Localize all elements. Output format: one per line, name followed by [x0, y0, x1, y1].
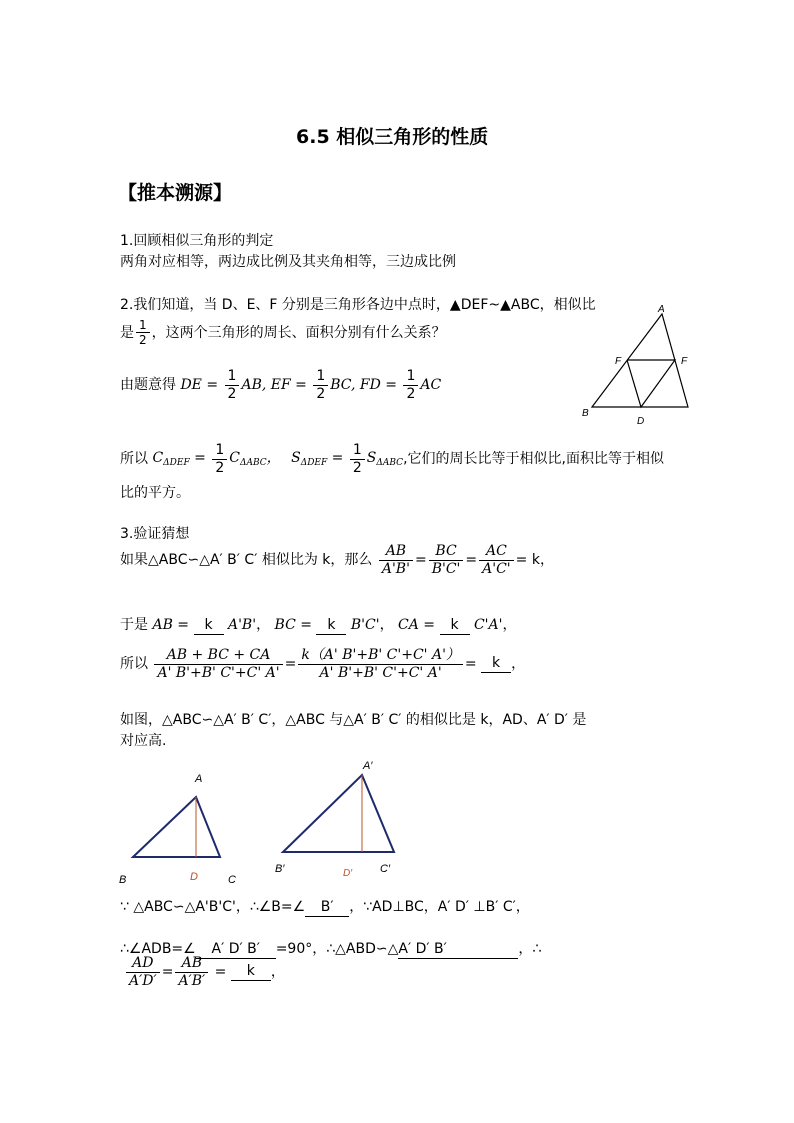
so-frac-2 — [350, 442, 365, 477]
s2-text-b-pre: 是 — [120, 324, 134, 341]
line2-prefix: 于是 — [120, 617, 148, 633]
frac-num: 1 — [136, 318, 150, 333]
perimeter-frac-2 — [298, 647, 463, 682]
ratio-frac-1 — [379, 543, 413, 578]
ratio-frac-2 — [429, 543, 464, 578]
frac-num: 1 — [225, 368, 240, 386]
frac-den: 2 — [215, 459, 225, 476]
frac-den: 2 — [139, 333, 147, 348]
fig2-label-ap: A′ — [363, 760, 373, 772]
fig2-label-cp: C′ — [380, 863, 391, 875]
perimeter-frac-1 — [154, 647, 282, 682]
frac-den: A' B'+B' C'+C' A' — [157, 664, 280, 681]
fig1-label-d: D — [637, 416, 645, 425]
frac-num: BC — [429, 543, 464, 561]
c-def: $C_{\Delta DEF}$ = — [152, 449, 206, 468]
blank-k-3[interactable]: k — [440, 617, 470, 635]
triangle-mid — [627, 360, 675, 407]
s3-line3: 所以 $\frac{AB + BC + CA}{A' B'+B' C'+C' A'}$ = $\frac{k(A' B'+B' C'+C' A')}{A' B'+B' C'+C' A'}$ = k ， — [120, 647, 526, 681]
height-frac-1 — [126, 955, 160, 990]
frac-den: A' B'+B' C'+C' A' — [319, 664, 442, 681]
s-abc-sub: ΔABC — [376, 457, 404, 468]
frac-den: A'B' — [381, 560, 410, 577]
frac-den: 2 — [352, 459, 362, 476]
fig1-label-f1: F — [615, 356, 622, 367]
s3-line1-pre: 如果△ABC∽△A′ B′ C′ 相似比为 k，那么 — [120, 551, 373, 568]
s-def: $S_{\Delta DEF}$ = — [291, 449, 344, 468]
s2-text-b — [120, 318, 446, 348]
s2-text-a: 2.我们知道，当 D、E、F 分别是三角形各边中点时，▲DEF~▲ABC，相似比 — [120, 297, 596, 313]
frac-den: A′B′ — [178, 972, 206, 989]
blank-angle-adb[interactable]: A′ D′ B′ — [196, 941, 276, 959]
given-3b: AC — [420, 376, 442, 393]
c-abc: $C_{\Delta ABC}$， — [229, 449, 281, 468]
c-def-sub: ΔDEF — [163, 457, 190, 468]
frac-num: 1 — [212, 442, 227, 460]
frac-num: AB — [175, 955, 208, 973]
frac-num: AB + BC + CA — [154, 647, 282, 665]
fig2-label-b: B — [119, 874, 127, 886]
s2-text-b-post: ，这两个三角形的周长、面积分别有什么关系？ — [151, 324, 446, 341]
c-abc-sub: ΔABC — [239, 457, 267, 468]
similar-triangles-figure — [110, 755, 410, 890]
s3-line4: 如图，△ABC∽△A′ B′ C′，△ABC 与△A′ B′ C′ 的相似比是 k，AD、A′ D′ 是 — [120, 712, 587, 728]
frac-num: 1 — [313, 368, 328, 386]
half-fraction — [136, 318, 150, 348]
frac-num: 1 — [350, 442, 365, 460]
given-row — [120, 368, 441, 403]
frac-num: k（A' B'+B' C'+C' A'） — [298, 647, 463, 665]
s3-line2: 于是 AB = k A'B'， BC = k B'C'， CA = k C'A'， — [120, 617, 517, 633]
frac-den: A'C' — [482, 560, 511, 577]
frac-den: B'C' — [431, 560, 461, 577]
s3-label: 3.验证猜想 — [120, 526, 190, 542]
bpcp: B'C' — [350, 617, 380, 633]
given-1b: AB, EF = — [241, 376, 307, 393]
fig2-label-c: C — [228, 874, 236, 886]
s-abc — [367, 450, 403, 466]
frac-den: 2 — [316, 385, 326, 402]
so-frac-1 — [212, 442, 227, 477]
apbp: A'B' — [227, 617, 257, 633]
midpoint-triangle-figure — [575, 300, 700, 425]
c-def-letter: C — [152, 449, 164, 466]
s-def-letter: S — [291, 449, 301, 466]
line6-b: ，∵AD⊥BC，A′ D′ ⊥B′ C′， — [349, 899, 530, 915]
fig1-label-b: B — [582, 408, 589, 419]
given-label: 由题意得 — [120, 376, 176, 393]
ca: CA — [398, 617, 419, 633]
frac-den: A′D′ — [129, 972, 157, 989]
given-1: DE = — [180, 376, 219, 393]
line3-post: ， — [511, 655, 526, 672]
triangle-abc-small — [133, 797, 220, 857]
so-row — [120, 442, 664, 477]
section-heading: 【推本溯源】 — [118, 182, 233, 204]
ratio-frac-3 — [479, 543, 514, 578]
line7-b: =90°，∴△ABD∽△ — [275, 941, 399, 957]
bc: BC — [274, 617, 296, 633]
s3-line1: 如果△ABC∽△A′ B′ C′ 相似比为 k，那么 $\frac{AB}{A'B'}$ = $\frac{BC}{B'C'}$ = $\frac{AC}{A'C'}$ = k， — [120, 543, 554, 577]
blank-k-1[interactable]: k — [194, 617, 224, 635]
so-tail: ,它们的周长比等于相似比,面积比等于相似 — [403, 450, 664, 467]
blank-triangle[interactable]: A′ D′ B′ — [398, 941, 518, 959]
blank-k-5[interactable]: k — [231, 963, 271, 981]
fig1-label-a: A — [658, 304, 665, 315]
fig2-label-bp: B′ — [275, 863, 285, 875]
cpap: C'A' — [473, 617, 503, 633]
frac-den: 2 — [227, 385, 237, 402]
blank-k-4[interactable]: k — [481, 655, 511, 673]
given-frac-1 — [225, 368, 240, 403]
frac-num: 1 — [403, 368, 418, 386]
fig2-label-dp: D′ — [343, 868, 353, 879]
fig2-label-d: D — [190, 871, 198, 883]
ab: AB — [152, 617, 173, 633]
s-abc-letter: S — [366, 449, 377, 466]
so-label: 所以 — [120, 450, 148, 467]
given-frac-3 — [403, 368, 418, 403]
fig1-label-f2: F — [681, 356, 688, 367]
blank-angle-b[interactable]: B′ — [305, 899, 349, 917]
page-title: 6.5 相似三角形的性质 — [296, 126, 489, 148]
frac-num: AD — [126, 955, 160, 973]
given-frac-2 — [313, 368, 328, 403]
frac-num: AB — [379, 543, 413, 561]
s-def-sub: ΔDEF — [300, 457, 328, 468]
s3-line1-post: = k， — [515, 551, 554, 568]
frac-den: 2 — [406, 385, 416, 402]
triangle-abc-large — [283, 775, 394, 852]
s3-line6 — [120, 899, 530, 917]
line7-c: ，∴ — [518, 941, 542, 957]
frac-num: AC — [479, 543, 514, 561]
fig2-label-a: A — [195, 773, 203, 785]
height-frac-2 — [175, 955, 208, 990]
line6-a: ∵ △ABC∽△A'B'C'，∴∠B=∠ — [120, 899, 306, 915]
so-tail-2: 比的平方。 — [120, 485, 190, 501]
s1-line1: 1.回顾相似三角形的判定 — [120, 233, 274, 249]
line3-prefix: 所以 — [120, 655, 148, 672]
s1-line2: 两角对应相等，两边成比例及其夹角相等，三边成比例 — [120, 254, 456, 270]
line7-a: ∴∠ADB=∠ — [120, 941, 196, 957]
given-2b: BC, FD = — [330, 376, 398, 393]
c-abc-letter: C — [229, 449, 240, 466]
blank-k-2[interactable]: k — [316, 617, 346, 635]
s3-line8: $\frac{AD}{A'D'}$ = $\frac{AB}{A'B'}$ = k ， — [124, 955, 285, 990]
s3-line5: 对应高. — [120, 733, 167, 749]
